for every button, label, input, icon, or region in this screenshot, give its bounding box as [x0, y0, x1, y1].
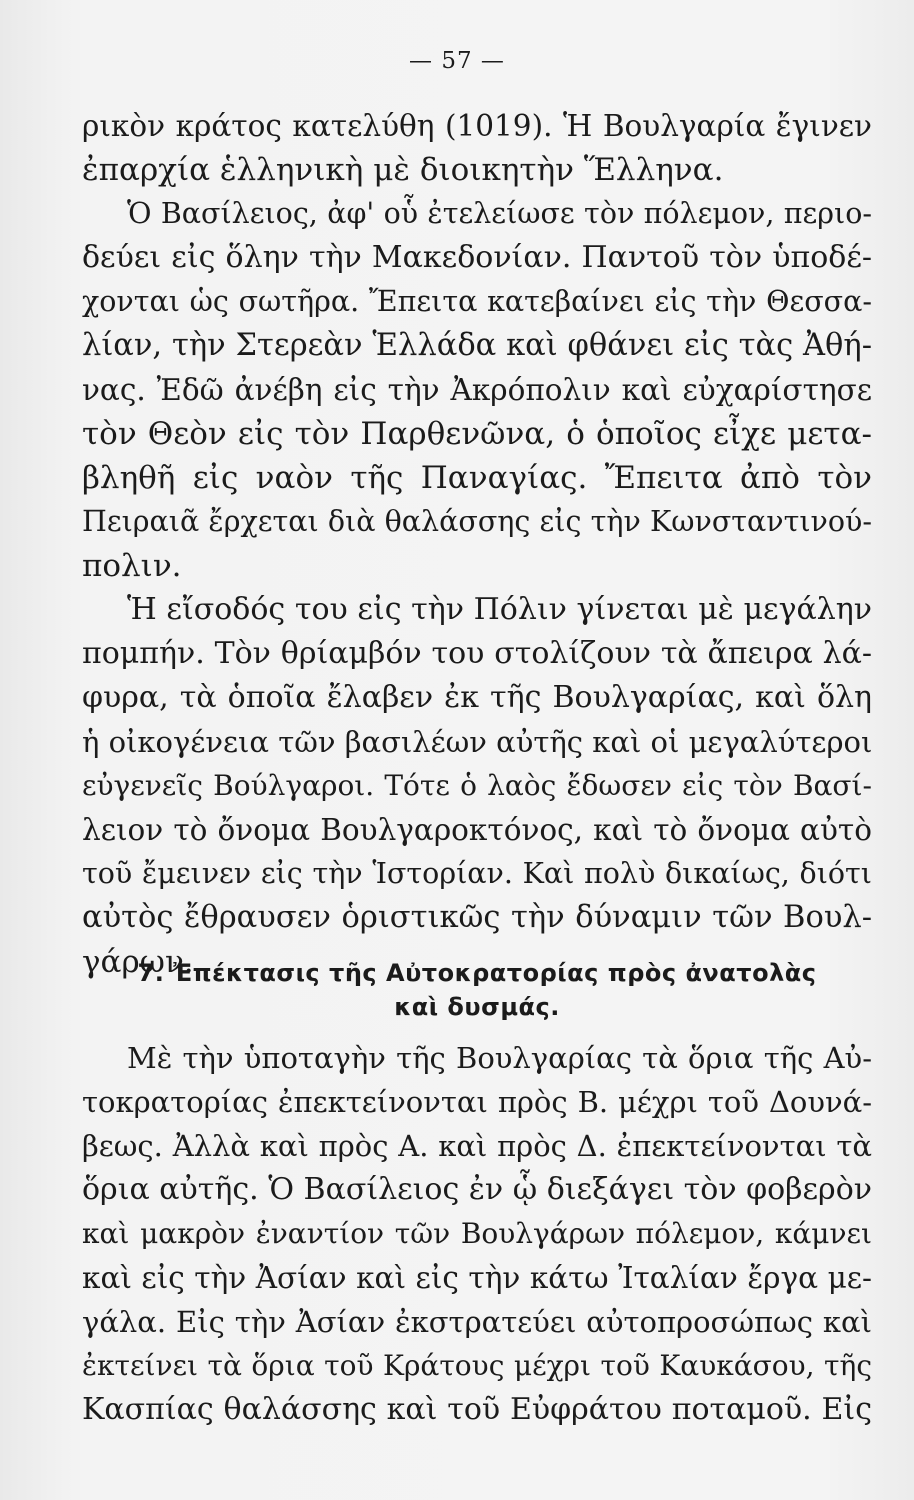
text-line: ρικὸν κράτος κατελύθη (1019). Ἡ Βουλγαρία ἔγινεν: [82, 109, 872, 143]
text-line: τὸν Θεὸν εἰς τὸν Παρθενῶνα, ὁ ὁποῖος εἶχε μετα-: [82, 416, 872, 452]
text-line: ἐπαρχία ἑλληνικὴ μὲ διοικητὴν Ἕλληνα.: [82, 152, 724, 188]
text-line: Ὁ Βασίλειος, ἀφ' οὗ ἐτελείωσε τὸν πόλεμον, περιο-: [127, 197, 872, 230]
section-heading-line: καὶ δυσμάς.: [394, 993, 560, 1021]
section-heading: [82, 956, 872, 1024]
text-line: καὶ εἰς τὴν Ἀσίαν καὶ εἰς τὴν κάτω Ἰταλίαν ἔργα με-: [82, 1261, 872, 1295]
text-line: δεύει εἰς ὅλην τὴν Μακεδονίαν. Παντοῦ τὸν ὑποδέ-: [82, 240, 872, 275]
text-line: ἡ οἰκογένεια τῶν βασιλέων αὐτῆς καὶ οἱ μεγαλύτεροι: [82, 725, 873, 759]
text-line: ἐκτείνει τὰ ὅρια τοῦ Κράτους μέχρι τοῦ Καυκάσου, τῆς: [82, 1349, 872, 1382]
text-line: αὐτὸς ἔθραυσεν ὁριστικῶς τὴν δύναμιν τῶν Βουλ-: [82, 900, 872, 935]
text-line: βεως. Ἀλλὰ καὶ πρὸς Α. καὶ πρὸς Δ. ἐπεκτείνονται τὰ: [82, 1129, 872, 1163]
text-line: τοῦ ἔμεινεν εἰς τὴν Ἱστορίαν. Καὶ πολὺ δικαίως, διότι: [82, 857, 872, 890]
text-line: καὶ μακρὸν ἐναντίον τῶν Βουλγάρων πόλεμον, κάμνει: [82, 1217, 872, 1250]
page-number: — 57 —: [409, 48, 505, 74]
text-line: χονται ὡς σωτῆρα. Ἔπειτα κατεβαίνει εἰς τὴν Θεσσα-: [82, 285, 872, 318]
text-line: γάρων.: [82, 944, 194, 980]
text-line: λειον τὸ ὄνομα Βουλγαροκτόνος, καὶ τὸ ὄνομα αὐτὸ: [82, 813, 872, 847]
text-line: λίαν, τὴν Στερεὰν Ἑλλάδα καὶ φθάνει εἰς τὰς Ἀθή-: [82, 328, 872, 363]
text-line: βληθῆ εἰς ναὸν τῆς Παναγίας. Ἔπειτα ἀπὸ τὸν: [82, 460, 872, 496]
text-block-upper: [82, 104, 872, 984]
text-line: Κασπίας θαλάσσης καὶ τοῦ Εὐφράτου ποταμοῦ. Εἰς: [82, 1392, 872, 1427]
text-line: Μὲ τὴν ὑποταγὴν τῆς Βουλγαρίας τὰ ὅρια τῆς Αὐ-: [127, 1041, 872, 1075]
text-line: εὐγενεῖς Βούλγαροι. Τότε ὁ λαὸς ἔδωσεν εἰς τὸν Βασί-: [82, 769, 872, 802]
text-line: Ἡ εἴσοδός του εἰς τὴν Πόλιν γίνεται μὲ μεγάλην: [127, 592, 872, 627]
text-line: Πειραιᾶ ἔρχεται διὰ θαλάσσης εἰς τὴν Κωνσταντινού-: [82, 505, 872, 538]
text-line: νας. Ἐδῶ ἀνέβη εἰς τὴν Ἀκρόπολιν καὶ εὐχαρίστησε: [82, 373, 872, 407]
text-block-lower: [82, 1036, 872, 1432]
text-line: πολιν.: [82, 548, 182, 584]
text-line: πομπήν. Τὸν θρίαμβόν του στολίζουν τὰ ἄπειρα λά-: [82, 636, 872, 671]
text-line: ὅρια αὐτῆς. Ὁ Βασίλειος ἐν ᾧ διεξάγει τὸν φοβερὸν: [82, 1172, 872, 1207]
text-line: φυρα, τὰ ὁποῖα ἔλαβεν ἐκ τῆς Βουλγαρίας, καὶ ὅλη: [82, 680, 872, 715]
section-heading-line: 7. Ἐπέκτασις τῆς Αὐτοκρατορίας πρὸς ἀνατολὰς: [137, 959, 817, 987]
text-line: γάλα. Εἰς τὴν Ἀσίαν ἐκστρατεύει αὐτοπροσώπως καὶ: [82, 1305, 872, 1339]
text-line: τοκρατορίας ἐπεκτείνονται πρὸς Β. μέχρι τοῦ Δουνά-: [82, 1085, 872, 1119]
